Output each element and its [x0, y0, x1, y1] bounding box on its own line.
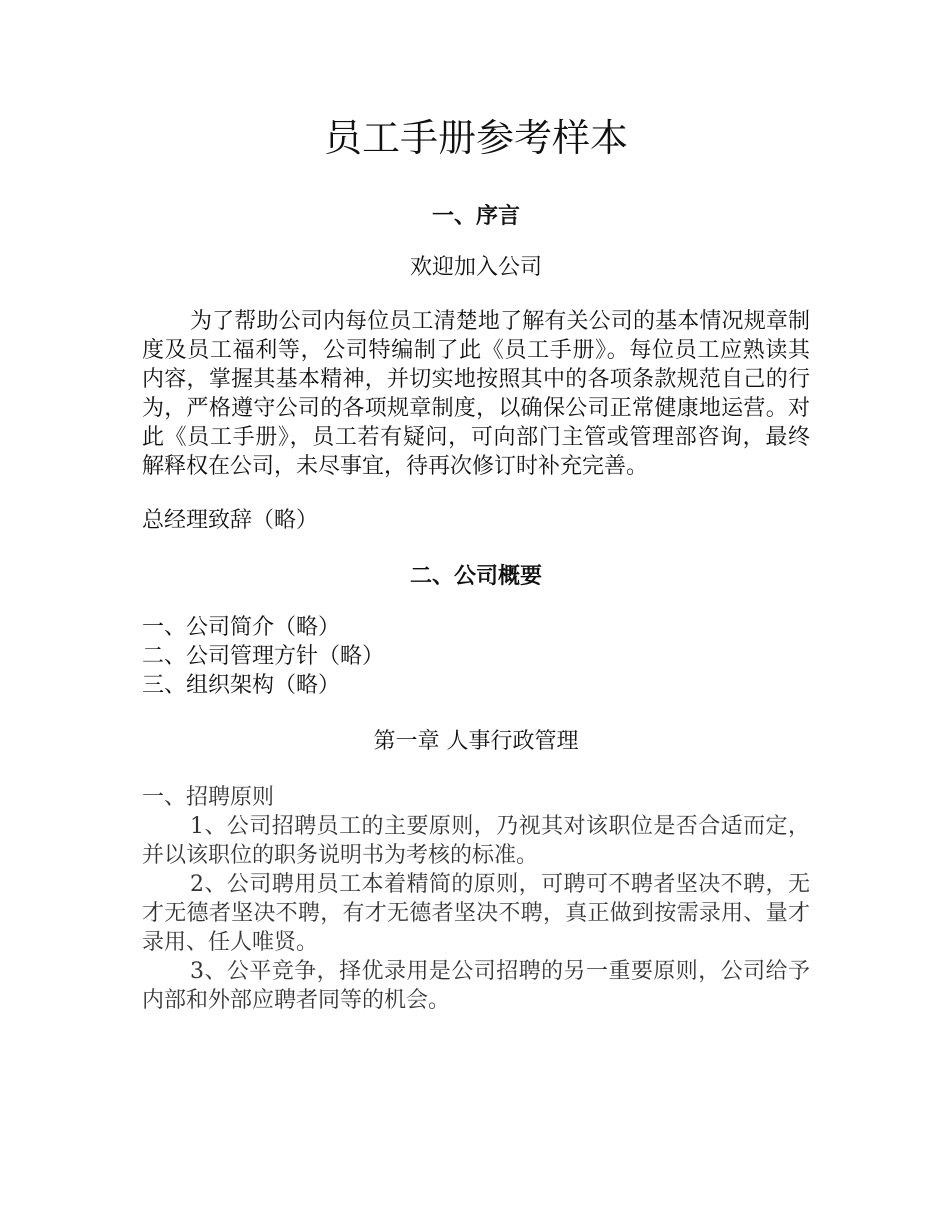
section-heading-preface: 一、序言	[431, 204, 520, 229]
overview-list	[142, 613, 810, 700]
list-item: 二、公司管理方针（略）	[142, 644, 385, 669]
list-item: 一、公司简介（略）	[142, 615, 341, 640]
preface-paragraph: 为了帮助公司内每位员工清楚地了解有关公司的基本情况规章制度及员工福利等，公司特编制了此《员工手册》。每位员工应熟读其内容，掌握其基本精神，并切实地按照其中的各项条款规范自己的行为，严格遵守公司的各项规章制度，以确保公司正常健康地运营。对此《员工手册》，员工若有疑问，可向部门主管或管理部咨询，最终解释权在公司，未尽事宜，待再次修订时补充完善。	[142, 309, 810, 479]
gm-speech-line: 总经理致辞（略）	[142, 508, 319, 533]
document-body	[142, 112, 810, 1015]
welcome-line: 欢迎加入公司	[409, 255, 542, 280]
list-item: 三、组织架构（略）	[142, 673, 341, 698]
principle-item: 1、公司招聘员工的主要原则，乃视其对该职位是否合适而定，并以该职位的职务说明书为考核的标准。	[142, 814, 810, 868]
principle-item: 2、公司聘用员工本着精简的原则，可聘可不聘者坚决不聘，无才无德者坚决不聘，有才无德者坚决不聘，真正做到按需录用、量才录用、任人唯贤。	[142, 872, 810, 955]
principle-item: 3、公平竞争，择优录用是公司招聘的另一重要原则，公司给予内部和外部应聘者同等的机会。	[142, 959, 810, 1013]
recruitment-principles-heading: 一、招聘原则	[142, 785, 275, 810]
section-heading-overview: 二、公司概要	[409, 564, 542, 589]
chapter-heading: 第一章 人事行政管理	[373, 729, 579, 754]
document-title: 员工手册参考样本	[323, 116, 628, 160]
